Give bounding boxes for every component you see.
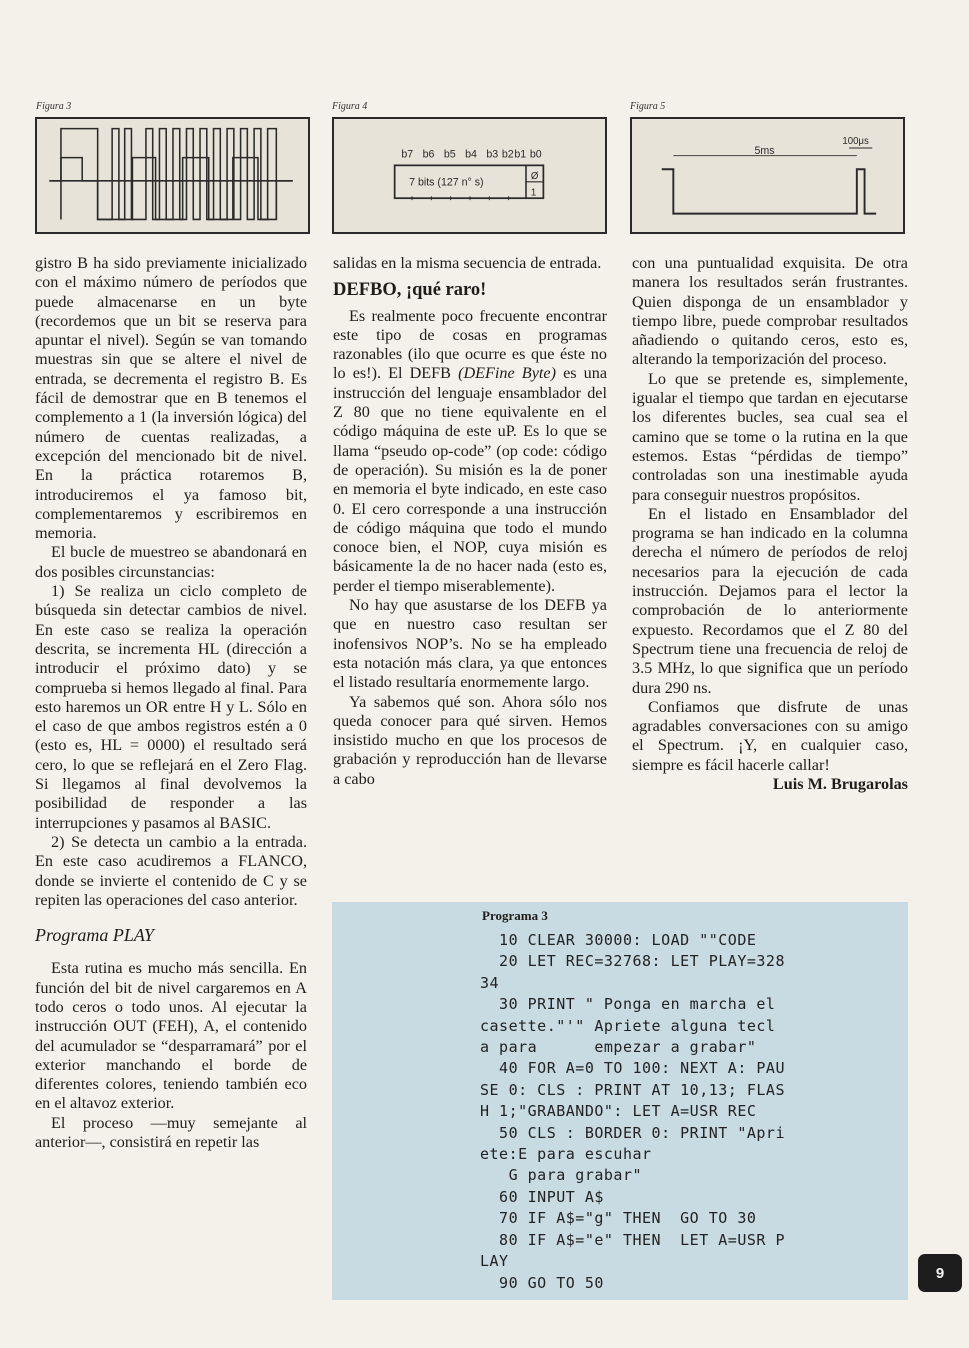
code-line: 60 INPUT A$ [480,1187,604,1206]
section-heading-programa-play: Programa PLAY [35,925,154,946]
paragraph: Es realmente poco frecuente encontrar este tipo de cosas en programas razonables (ilo que ocurre es que éste no lo es!). El DEFB (DEFine Byte) es una instrucción del lenguaje ensamblador del Z 80 que no tiene equivalente en el código máquina de este uP. Es lo que se llama “pseudo op-code” (op code: código de operación). Su misión es la de poner en memoria el byte indicado, en este caso 0. El cero corresponde a una instrucción de código máquina que todo el mundo conoce bien, el NOP, cuya misión es básicamente la de no hacer nada (esto es, perder el tiempo miserablemente). [333,306,608,595]
level-value-zero: Ø [530,170,539,182]
bit-label: b6 [422,148,435,161]
program-listing-box [332,902,908,1300]
paragraph: salidas en la misma secuencia de entrada. [333,254,602,272]
program-code [480,930,900,1294]
paragraph: Ya sabemos qué son. Ahora sólo nos queda conocer para qué sirven. Hemos insistido mucho en que los procesos de grabación y reproducción han de llevarse a cabo [333,692,607,788]
section-heading-defbo: DEFBO, ¡qué raro! [333,280,487,301]
paragraph: En el listado en Ensamblador del programa se han indicado en la columna derecha el número de períodos de reloj necesarios para la ejecución de cada instrucción. Dejamos para el lector la comprobación de lo anteriormente expuesto. Recordamos que el Z 80 del Spectrum tiene una frecuencia de reloj de 3.5 MHz, lo que significa que un período dura 290 ns. [632,504,908,697]
figure-4-caption: Figura 4 [332,101,368,112]
figure-3-waveform [35,117,310,234]
code-line: G para grabar" [480,1166,643,1185]
bit-label: b3 [486,148,499,161]
code-line: SE 0: CLS : PRINT AT 10,13; FLAS [480,1080,785,1099]
pulse-width-label: 100μs [842,136,869,148]
paragraph: con una puntualidad exquisita. De otra manera los resultados serán frustrantes. Quien disponga de un ensamblador y tiempo libre, puede comprobar resultados añadiendo o quitando ceros, esto es, alterando la temporización del proceso. [632,254,908,369]
page-number: 9 [918,1254,962,1292]
paragraph: El proceso —muy semejante al anterior—, consistirá en repetir las [35,1113,307,1152]
code-line: 10 CLEAR 30000: LOAD ""CODE [480,931,757,949]
code-line: 80 IF A$="e" THEN LET A=USR P [480,1230,785,1249]
code-line: 40 FOR A=0 TO 100: NEXT A: PAU [480,1059,785,1078]
code-line: 50 CLS : BORDER 0: PRINT "Apri [480,1123,785,1142]
figure-3-caption: Figura 3 [36,101,72,112]
paragraph: Lo que se pretende es, simplemente, igualar el tiempo que tardan en ejecutarse los diferentes bucles, sea cual sea el camino que se tome o la rutina en la que estemos. Estas “pérdidas de tiempo” controladas son una inestimable ayuda para conseguir nuestros propósitos. [632,369,908,504]
figure-4-byte-diagram [332,117,607,234]
byte-field-label: 7 bits (127 n° s) [409,176,484,189]
code-line: 90 GO TO 50 [480,1273,604,1292]
paragraph: Esta rutina es mucho más sencilla. En función del bit de nivel cargaremos en A todo ceros o todo unos. Al ejecutar la instrucción OUT (FEH), A, el contenido del acumulador se “desparramará” por el exterior manchando el borde de diferentes colores, teniendo también eco en el altavoz exterior. [35,959,307,1113]
bit-label: b0 [529,148,542,161]
code-line: 30 PRINT " Ponga en marcha el [480,995,776,1014]
paragraph: 2) Se detecta un cambio a la entrada. En este caso acudiremos a FLANCO, donde se invierte el contenido de C y se repiten las operaciones del caso anterior. [35,832,307,909]
period-label: 5ms [754,144,775,157]
paragraph: Confiamos que disfrute de unas agradables conversaciones con su amigo el Spectrum. ¡Y, en cualquier caso, siempre es fácil hacerle callar! [632,697,908,774]
code-line: 34 [480,973,500,992]
level-value-one: 1 [530,187,537,199]
defb-expansion: (DEFine Byte) [458,364,556,383]
text-column-1 [35,254,307,1152]
bit-label: b7 [401,148,414,161]
code-line: H 1;"GRABANDO": LET A=USR REC [480,1102,757,1121]
code-line: ete:E para escuhar [480,1145,652,1164]
paragraph: gistro B ha sido previamente inicializado con el máximo número de períodos que puede almacenarse en un byte (recordemos que un bit se reserva para apuntar el nivel). Según se van tomando muestras sin que se altere el nivel de entrada, se decrementa el registro B. Es fácil de demostrar que en B tenemos el complemento a 1 (la inversión lógica) del número de cuentas realizadas, a excepción del mencionado bit de nivel. En la práctica rotaremos B, introduciremos el ya famoso bit, complementaremos y escribiremos en memoria. [35,254,307,543]
figure-5-caption: Figura 5 [630,101,666,112]
program-title: Programa 3 [482,908,548,923]
author-name: Luis M. Brugarolas [772,775,908,794]
code-line: 70 IF A$="g" THEN GO TO 30 [480,1209,757,1228]
bit-label: b4 [465,148,477,161]
text-column-3 [632,254,908,794]
paragraph: No hay que asustarse de los DEFB ya que en nuestro caso resultan ser inofensivos NOP’s. No se ha empleado esta notación más clara, ya que entonces el listado resultaría enormemente largo. [333,596,607,692]
figure-5-timing-diagram [630,117,905,234]
code-line: LAY [480,1252,509,1271]
bit-label: b2 [501,148,514,161]
bit-label: b1 [514,148,527,161]
code-line: casette."'" Apriete alguna tecl [480,1016,776,1035]
code-line: a para empezar a grabar" [480,1038,757,1057]
paragraph: El bucle de muestreo se abandonará en dos posibles circunstancias: [35,543,307,581]
text-column-2 [333,254,607,789]
paragraph: 1) Se realiza un ciclo completo de búsqueda sin detectar cambios de nivel. En este caso se realiza la operación descrita, se incrementa HL (dirección a introducir el próximo dato) y se comprueba si hemos llegado al final. Para esto haremos un OR entre H y L. Sólo en el caso de que ambos registros estén a 0 (esto es, HL = 0000) el resultado será cero, lo que se reflejará en el Zero Flag. Si llegamos al final devolvemos la posibilidad de responder a las interrupciones y pasamos al BASIC. [35,582,307,832]
bit-label: b5 [443,148,456,161]
code-line: 20 LET REC=32768: LET PLAY=328 [480,952,785,971]
